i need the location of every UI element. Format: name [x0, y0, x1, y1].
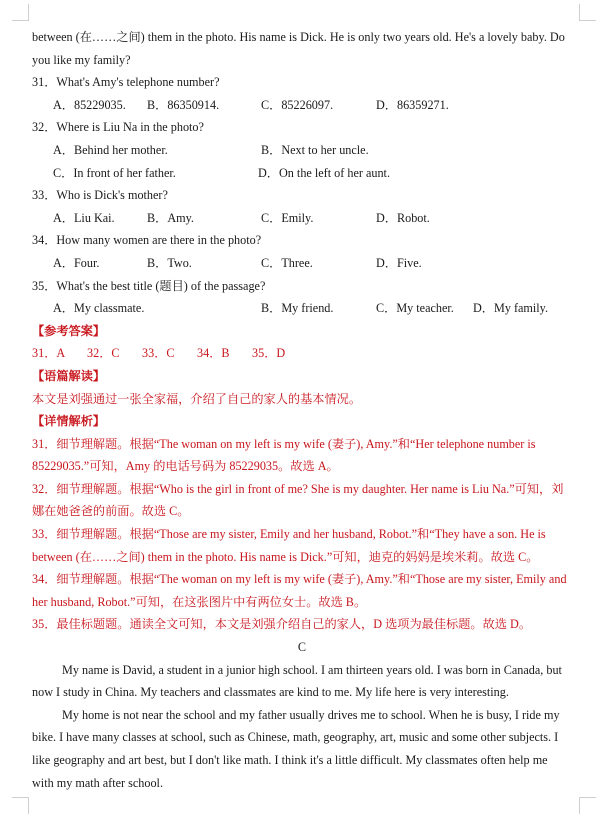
- reading-summary: 本文是刘强通过一张全家福，介绍了自己的家人的基本情况。: [32, 391, 362, 406]
- passage-tail: between (在……之间) them in the photo. His name is Dick. He is only two years old. He's a lovely baby. Do you like my family?: [32, 30, 565, 67]
- analysis-33: 33．细节理解题。根据“Those are my sister, Emily and her husband, Robot.”和“They have a son. He is between (在……之间) them in the photo. His name is Dick.”可知，迪克的妈妈是埃米莉。故选 C。: [32, 527, 546, 564]
- analysis-35: 35．最佳标题题。通读全文可知，本文是刘强介绍自己的家人，D 选项为最佳标题。故选 D。: [32, 617, 532, 632]
- options-33: [32, 207, 572, 230]
- document-body: [32, 26, 572, 794]
- question-32: 32．Where is Liu Na in the photo?: [32, 120, 204, 135]
- option-31-d: D．86359271.: [376, 97, 449, 112]
- answer-32: 32．C: [87, 346, 120, 361]
- answer-34: 34．B: [197, 346, 230, 361]
- options-34: [32, 252, 572, 275]
- option-35-a: A．My classmate.: [53, 301, 145, 316]
- crop-mark-bottom-right: [579, 797, 596, 814]
- answer-33: 33．C: [142, 346, 175, 361]
- analysis-32: 32．细节理解题。根据“Who is the girl in front of me? She is my daughter. Her name is Liu Na.”可知，刘娜在她爸爸的前面。故选 C。: [32, 481, 564, 519]
- option-32-d: D．On the left of her aunt.: [258, 165, 390, 180]
- answer-35: 35．D: [252, 346, 286, 361]
- option-34-d: D．Five.: [376, 255, 422, 270]
- analysis-heading: 【详情解析】: [32, 414, 106, 429]
- reading-heading: 【语篇解读】: [32, 368, 106, 383]
- option-35-c: C．My teacher.: [376, 301, 454, 316]
- section-letter: C: [297, 640, 307, 655]
- option-31-b: B．86350914.: [147, 97, 220, 112]
- option-32-b: B．Next to her uncle.: [261, 142, 369, 157]
- option-34-b: B．Two.: [147, 255, 192, 270]
- option-32-a: A．Behind her mother.: [53, 142, 168, 157]
- options-31: [32, 94, 572, 117]
- crop-mark-top-right: [579, 4, 596, 21]
- crop-mark-bottom-left: [12, 797, 29, 814]
- answer-31: 31．A: [32, 346, 66, 361]
- passage-c-paragraph-2: My home is not near the school and my father usually drives me to school. When he is busy, I ride my bike. I have many classes at school, such as Chinese, math, geography, art, music and some other subjects. I like geography and art best, but I don't like math. I think it's a little difficult. My classmates often help me with my math after school.: [32, 707, 560, 790]
- answer-key: [32, 342, 572, 365]
- option-33-a: A．Liu Kai.: [53, 210, 115, 225]
- answer-heading: 【参考答案】: [32, 323, 106, 338]
- option-32-c: C．In front of her father.: [53, 165, 176, 180]
- option-31-a: A．85229035.: [53, 97, 126, 112]
- options-32b: [32, 162, 572, 185]
- analysis-31: 31．细节理解题。根据“The woman on my left is my wife (妻子), Amy.”和“Her telephone number is 85229035.”可知，Amy 的电话号码为 85229035。故选 A。: [32, 436, 536, 474]
- option-35-d: D．My family.: [473, 301, 549, 316]
- option-35-b: B．My friend.: [261, 301, 334, 316]
- crop-mark-top-left: [12, 4, 29, 21]
- option-34-c: C．Three.: [261, 255, 313, 270]
- analysis-34: 34．细节理解题。根据“The woman on my left is my wife (妻子), Amy.”和“Those are my sister, Emily and her husband, Robot.”可知，在这张图片中有两位女士。故选 B。: [32, 572, 567, 609]
- question-33: 33．Who is Dick's mother?: [32, 188, 168, 203]
- question-31: 31．What's Amy's telephone number?: [32, 75, 220, 90]
- option-33-b: B．Amy.: [147, 210, 194, 225]
- passage-c-paragraph-1: My name is David, a student in a junior high school. I am thirteen years old. I was born in Canada, but now I study in China. My teachers and classmates are kind to me. My life here is very interesting.: [32, 662, 562, 700]
- option-34-a: A．Four.: [53, 255, 100, 270]
- option-31-c: C．85226097.: [261, 97, 334, 112]
- options-35: [32, 297, 572, 320]
- option-33-d: D．Robot.: [376, 210, 430, 225]
- option-33-c: C．Emily.: [261, 210, 314, 225]
- question-35: 35．What's the best title (题目) of the passage?: [32, 278, 266, 293]
- question-34: 34．How many women are there in the photo?: [32, 233, 262, 248]
- options-32a: [32, 139, 572, 162]
